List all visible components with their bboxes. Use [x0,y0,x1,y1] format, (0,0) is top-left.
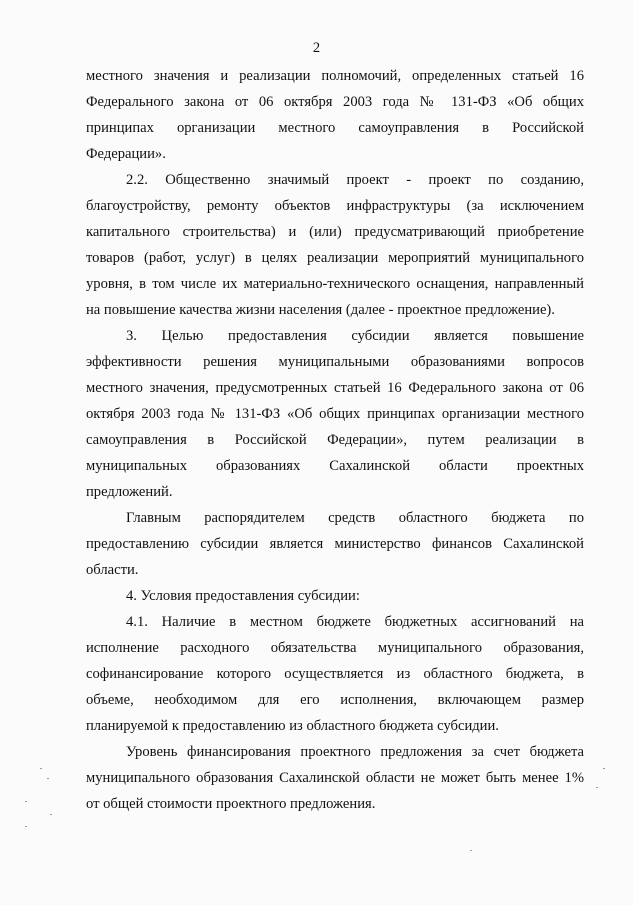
text-line: Уровень финансирования проектного предложения за счет бюджета [126,744,584,760]
scan-speck [50,814,52,815]
text-line: уровня, в том числе их материально-технического оснащения, направленный [86,276,584,292]
text-line: 2.2. Общественно значимый проект - проект по созданию, [126,172,584,188]
text-line: области. [86,562,139,578]
text-line: Федерального закона от 06 октября 2003 года № 131-ФЗ «Об общих [86,94,584,110]
text-line: капитального строительства) и (или) предусматривающий приобретение [86,224,584,240]
text-line: Федерации». [86,146,166,162]
text-line: местного значения и реализации полномочий, определенных статьей 16 [86,68,584,84]
text-line: объеме, необходимом для его исполнения, включающем размер [86,692,584,708]
text-line: предоставлению субсидии является министерство финансов Сахалинской [86,536,584,552]
text-line: предложений. [86,484,173,500]
text-line: на повышение качества жизни населения (далее - проектное предложение). [86,302,555,318]
text-line: 4.1. Наличие в местном бюджете бюджетных ассигнований на [126,614,584,630]
text-line: октября 2003 года № 131-ФЗ «Об общих принципах организации местного [86,406,584,422]
scan-speck [25,826,27,827]
text-line: муниципального образования Сахалинской области не может быть менее 1% [86,770,584,786]
text-line: местного значения, предусмотренных статьей 16 Федерального закона от 06 [86,380,584,396]
scan-speck [47,778,49,779]
scan-speck [596,787,598,788]
page-number: 2 [312,40,321,56]
text-line: товаров (работ, услуг) в целях реализации мероприятий муниципального [86,250,584,266]
text-line: Главным распорядителем средств областного бюджета по [126,510,584,526]
text-line: благоустройству, ремонту объектов инфраструктуры (за исключением [86,198,584,214]
text-line: принципах организации местного самоуправления в Российской [86,120,584,136]
text-line: самоуправления в Российской Федерации», путем реализации в [86,432,584,448]
scan-speck [25,801,27,802]
scan-speck [40,768,42,769]
text-line: исполнение расходного обязательства муниципального образования, [86,640,584,656]
text-line: планируемой к предоставлению из областного бюджета субсидии. [86,718,499,734]
text-line: 4. Условия предоставления субсидии: [126,588,360,604]
scan-speck [603,768,605,769]
text-line: софинансирование которого осуществляется из областного бюджета, в [86,666,584,682]
text-line: эффективности решения муниципальными образованиями вопросов [86,354,584,370]
text-line: муниципальных образованиях Сахалинской области проектных [86,458,584,474]
scan-speck [470,850,472,851]
text-line: 3. Целью предоставления субсидии является повышение [126,328,584,344]
text-line: от общей стоимости проектного предложения. [86,796,376,812]
